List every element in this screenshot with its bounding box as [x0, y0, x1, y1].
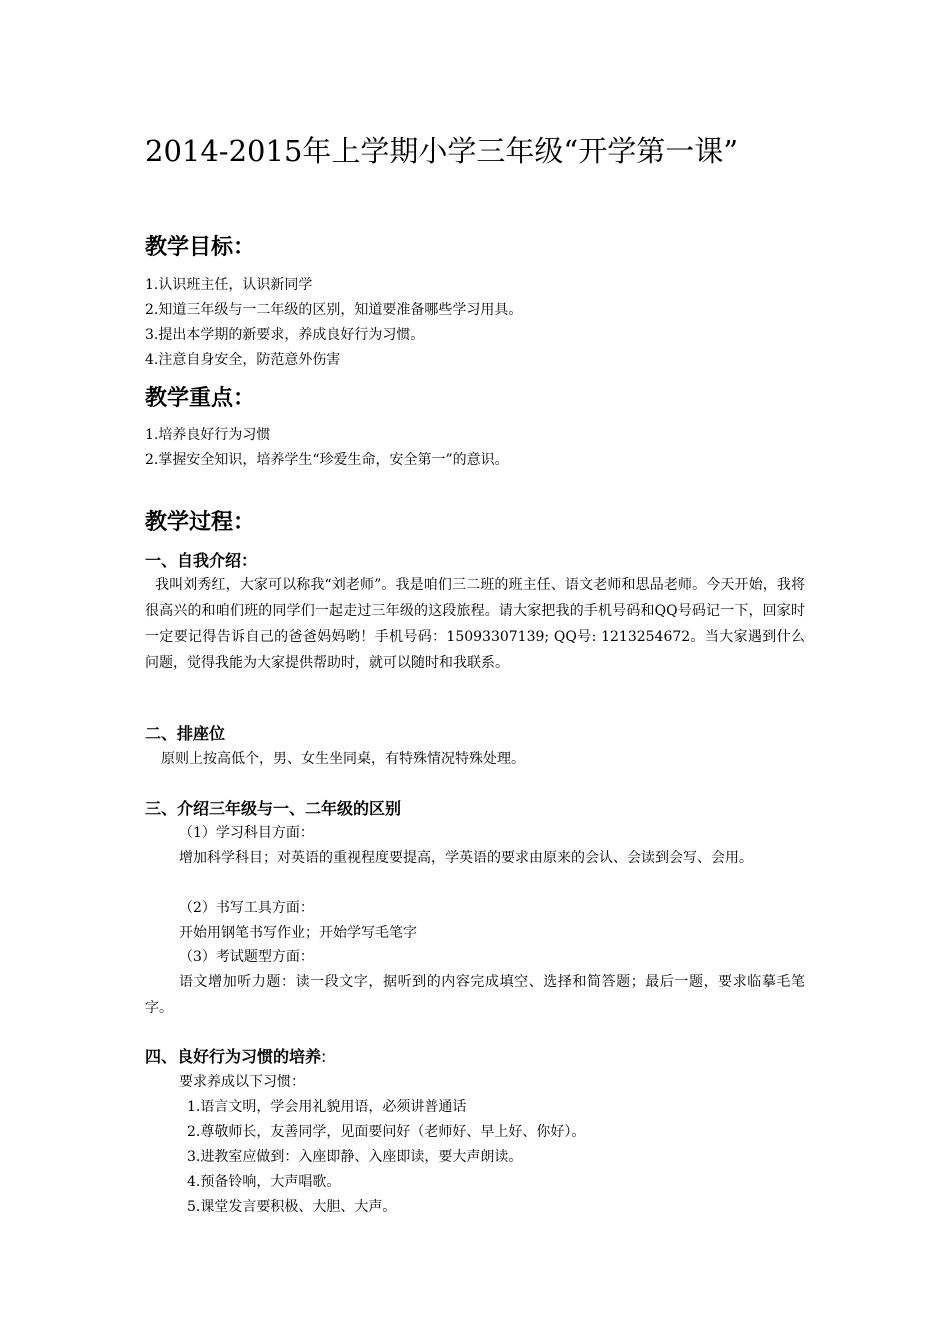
key-point-item-2: 2.掌握安全知识，培养学生“珍爱生命，安全第一”的意识。	[145, 452, 509, 468]
section-1-heading: 一、自我介绍：	[145, 551, 258, 570]
habit-item-3: 3.进教室应做到：入座即静、入座即读，要大声朗读。	[187, 1149, 523, 1165]
objective-item-3: 3.提出本学期的新要求，养成良好行为习惯。	[145, 327, 425, 343]
section-4-heading-colon: :	[321, 1047, 327, 1066]
habit-item-4: 4.预备铃响，大声唱歌。	[187, 1174, 341, 1190]
section-3-heading: 三、介绍三年级与一、二年级的区别	[145, 799, 402, 818]
objectives-heading: 教学目标：	[145, 235, 256, 260]
habit-item-2: 2.尊敬师长，友善同学，见面要问好（老师好、早上好、你好）。	[187, 1124, 586, 1140]
section-3-text-2: 开始用钢笔书写作业；开始学写毛笔字	[179, 925, 417, 941]
process-heading: 教学过程：	[145, 510, 256, 535]
habit-item-5: 5.课堂发言要积极、大胆、大声。	[187, 1199, 397, 1215]
objective-item-2: 2.知道三年级与一二年级的区别，知道要准备哪些学习用具。	[145, 302, 523, 318]
section-4-intro: 要求养成以下习惯：	[179, 1074, 305, 1090]
objective-item-4: 4.注意自身安全，防范意外伤害	[145, 352, 341, 368]
section-3-text-3: 语文增加听力题：读一段文字，据听到的内容完成填空、选择和简答题；最后一题，要求临摹毛笔字。	[145, 974, 805, 1016]
section-2-text: 原则上按高低个，男、女生坐同桌，有特殊情况特殊处理。	[161, 751, 525, 767]
objective-item-1: 1.认识班主任，认识新同学	[145, 277, 313, 293]
section-4-heading	[145, 1045, 326, 1069]
document-title: 2014-2015年上学期小学三年级“开学第一课”	[145, 134, 739, 168]
section-4-heading-text: 四、良好行为习惯的培养	[145, 1047, 322, 1066]
section-3-sub-1: （1）学习科目方面：	[179, 825, 314, 841]
section-2-heading: 二、排座位	[145, 724, 226, 743]
section-3-sub-3: （3）考试题型方面：	[179, 949, 314, 965]
key-points-heading: 教学重点：	[145, 386, 256, 411]
section-3-sub-2: （2）书写工具方面：	[179, 900, 314, 916]
section-1-text: 我叫刘秀红，大家可以称我“刘老师”。我是咱们三二班的班主任、语文老师和思品老师。今天开始，我将很高兴的和咱们班的同学们一起走过三年级的这段旅程。请大家把我的手机号码和QQ号码记一下，回家时一定要记得告诉自己的爸爸妈妈哟！手机号码：15093307139; QQ号: 1213254672。当大家遇到什么问题，觉得我能为大家提供帮助时，就可以随时和我联系。	[145, 577, 805, 671]
habit-item-1: 1.语言文明，学会用礼貌用语，必须讲普通话	[187, 1099, 467, 1115]
section-3-text-1: 增加科学科目；对英语的重视程度要提高，学英语的要求由原来的会认、会读到会写、会用。	[179, 850, 753, 866]
key-point-item-1: 1.培养良好行为习惯	[145, 427, 271, 443]
